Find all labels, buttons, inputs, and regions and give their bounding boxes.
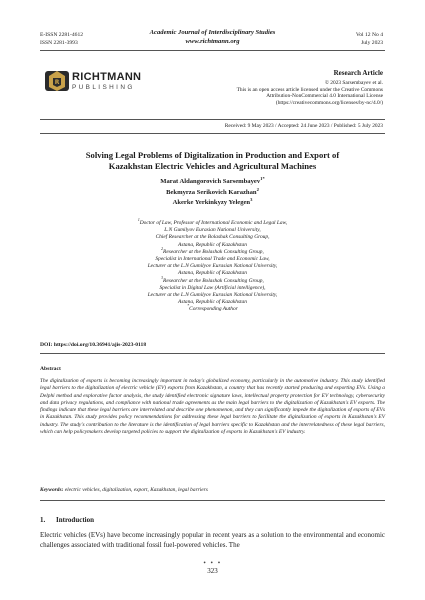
svg-text:R: R (54, 79, 60, 86)
affiliation-line: Chief Researcher at the Bolashak Consulting Group, (155, 234, 270, 241)
journal-url[interactable]: www.richtmann.org (185, 37, 240, 45)
article-type: Research Article (333, 69, 383, 77)
author: Marat Aldangorovich Sarsembayev$^{1*}$ (160, 175, 265, 185)
title-line-2: Kazakhstan Electric Vehicles and Agricultural Machines (108, 161, 317, 171)
header-rule (40, 50, 385, 51)
keywords-text: electric vehicles, digitalization, export, Kazakhstan, legal barriers (64, 487, 208, 493)
abstract-text: The digitalization of exports is becoming increasingly important in today's globalized economy, particularly in the automotive industry. This study identified legal barriers to the digitalization of electric vehicle (EV) exports from Kazakhstan, a country that has recently started producing and exporting EVs. Using a Delphi method and explorative factor analysis, the study identified electronic signature laws, intellectual property protection for EV technology, cybersecurity and data privacy regulations, and compliance with national trade agreements as the main legal barriers to the digitalization of Kazakhstan's EV exports. The findings indicate that these legal barriers are interrelated and describe one phenomenon, and they can significantly impede the digitalization of exports of EVs in Kazakhstan. This study provides policy recommendations for addressing these legal barriers to facilitate the digitalization of exports in Kazakhstan's EV industry. The study's contribution to the literature is the identification of legal barriers specific to Kazakhstan and the interrelatedness of these legal barriers, which can help policymakers develop targeted policies to support the digitalization of exports in Kazakhstan's EV industry. (40, 378, 385, 436)
logo-brand: RICHTMANN (72, 71, 142, 83)
volume: Vol 12 No 4 (355, 32, 383, 38)
keywords-rule (40, 500, 385, 501)
affiliation-line: $^1$Doctor of Law, Professor of International Economic and Legal Law, (137, 218, 288, 226)
affiliation-line: Astana, Republic of Kazakhstan (178, 241, 247, 248)
affiliation-line: Lecturer at the L.N Gumilyov Eurasian National University, (147, 292, 278, 299)
license-text: This is an open access article licensed under the Creative Commons (236, 86, 383, 93)
license-link[interactable]: (https://creativecommons.org/licenses/by-nc/4.0/) (275, 99, 383, 106)
dates-rule-bottom (40, 133, 385, 134)
issn: ISSN 2281-3993 (40, 40, 78, 46)
abstract-heading: Abstract (40, 366, 61, 372)
affiliation-line: Specialist in Digital Law (Artificial intelligence), (159, 284, 266, 291)
section-number: 1. (40, 516, 46, 524)
eissn: E-ISSN 2281-4612 (40, 32, 84, 38)
affiliation-line: *Corresponding Author (187, 304, 238, 313)
issue-block (356, 31, 383, 47)
license-block (193, 80, 383, 106)
license-name: Attribution-NonCommercial 4.0 International License (266, 93, 383, 100)
author: Bekmyrza Serikovich Karazhan$^2$ (166, 186, 259, 196)
publisher-emblem-icon (44, 67, 70, 95)
affiliation-line: Specialist in International Trade and Economic Law, (155, 256, 270, 263)
section-heading (40, 516, 94, 524)
issue-date: July 2023 (361, 40, 383, 46)
page-number: 323 (207, 567, 218, 575)
affiliation-line: L.N Gumilyov Eurasian National University, (164, 227, 261, 234)
affiliations (40, 220, 385, 314)
publisher-logo (44, 66, 142, 96)
author: Akerke Yerkinkyzy Yelegen$^3$ (172, 197, 253, 207)
author-list (40, 177, 385, 209)
logo-sub: PUBLISHING (72, 84, 135, 91)
keywords-label: Keywords: (40, 487, 64, 493)
dates-rule-top (40, 119, 385, 120)
affiliation-line: $^3$Researcher at the Bolashak Consulting Group, (161, 275, 264, 284)
doi-rule (40, 353, 385, 354)
doi-link[interactable]: DOI: https://doi.org/10.36941/ajis-2023-0118 (40, 342, 147, 348)
article-dates: Received: 9 May 2023 / Accepted: 24 June 2023 / Published: 5 July 2023 (224, 123, 383, 129)
keywords (40, 487, 385, 493)
section-title: Introduction (56, 516, 94, 524)
journal-name: Academic Journal of Interdisciplinary Studies (149, 29, 276, 36)
affiliation-line: Astana, Republic of Kazakhstan (178, 299, 247, 306)
copyright: © 2023 Sarsembayev et al. (324, 80, 383, 86)
affiliation-line: $^2$Researcher at the Bolashak Consulting Group, (161, 247, 264, 255)
affiliation-line: Lecturer at the L.N Gumilyov Eurasian National University, (147, 263, 278, 270)
title-line-1: Solving Legal Problems of Digitalization in Production and Export of (85, 150, 340, 160)
affiliation-line: Astana, Republic of Kazakhstan (178, 270, 247, 277)
intro-paragraph: Electric vehicles (EVs) have become increasingly popular in recent years as a solution to the environmental and economic challenges associated with traditional fossil fuel-powered vehicles. The (40, 531, 385, 549)
paper-title (40, 150, 385, 172)
footer-dots: • • • (203, 559, 222, 567)
